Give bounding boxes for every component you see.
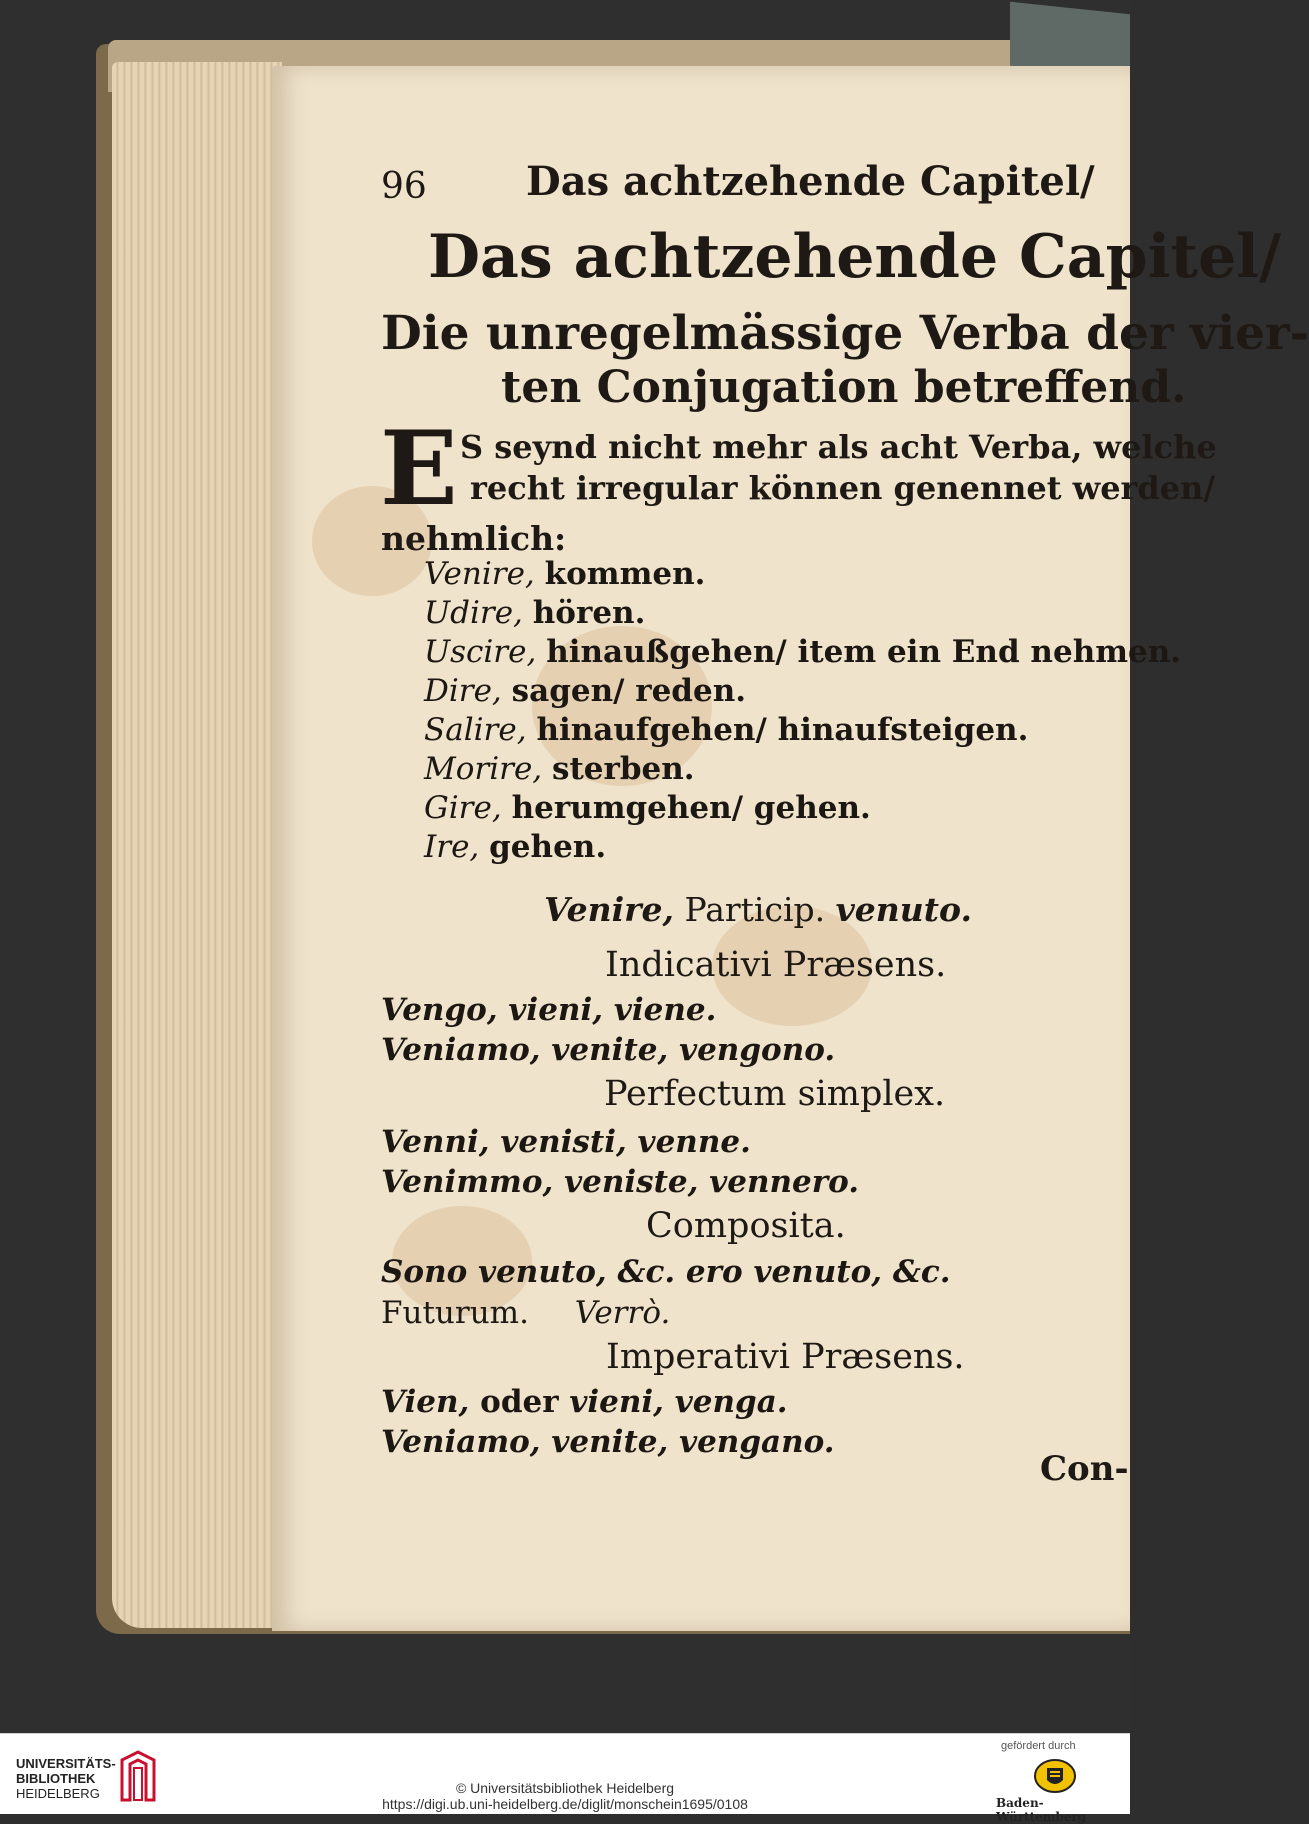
imperative-heading: Imperativi Præsens. <box>606 1337 965 1377</box>
verb-infinitive: Dire, <box>424 673 502 709</box>
verb-infinitive: Uscire, <box>424 634 537 670</box>
conjugation-line <box>381 1384 788 1420</box>
verb-infinitive: Venire, <box>424 556 535 592</box>
futurum-line <box>381 1295 670 1331</box>
chapter-title: Das achtzehende Capitel/ <box>428 222 1281 292</box>
conjugation-line: Venimmo, veniste, vennero. <box>381 1164 860 1200</box>
funder-name: Baden-Württemberg <box>996 1796 1087 1824</box>
intro-line: recht irregular können genennet werden/ <box>470 469 1216 507</box>
funder-label: gefördert durch <box>1001 1740 1076 1752</box>
intro-line: S seynd nicht mehr als acht Verba, welche <box>460 428 1217 466</box>
imperative-form: Vien, <box>381 1384 470 1420</box>
verb-infinitive: Gire, <box>424 790 502 826</box>
participle-line <box>544 890 972 929</box>
conjugation-line: Veniamo, venite, vengano. <box>381 1424 835 1460</box>
library-name-line1: UNIVERSITÄTS- <box>16 1756 116 1771</box>
verb-infinitive: Salire, <box>424 712 527 748</box>
futurum-label: Futurum. <box>381 1295 529 1331</box>
verb-gloss: hinaufgehen/ hinaufsteigen. <box>536 712 1029 748</box>
participle-label: Particip. <box>684 890 826 929</box>
conjugation-line: Vengo, vieni, viene. <box>381 992 717 1028</box>
futurum-form: Verrò. <box>574 1295 671 1331</box>
verb-gloss: sagen/ reden. <box>511 673 747 709</box>
conjugation-line: Sono venuto, &c. ero venuto, &c. <box>381 1254 951 1290</box>
running-head: Das achtzehende Capitel/ <box>526 158 1095 205</box>
verb-infinitive: Ire, <box>424 829 480 865</box>
participle-form: venuto. <box>835 890 972 929</box>
catchword: Con- <box>1040 1449 1129 1489</box>
copyright-text: © Universitätsbibliothek Heidelberg <box>455 1780 675 1796</box>
chapter-subtitle-line1: Die unregelmässige Verba der vier- <box>381 306 1309 361</box>
conjugation-line: Veniamo, venite, vengono. <box>381 1032 836 1068</box>
verb-entry <box>424 673 746 709</box>
imperative-connector: oder <box>480 1384 559 1420</box>
footer-bar <box>0 1733 1130 1824</box>
page-number: 96 <box>381 166 427 207</box>
verb-entry <box>424 829 606 865</box>
library-name-line2: BIBLIOTHEK <box>16 1771 96 1786</box>
verb-gloss: hören. <box>532 595 646 631</box>
verb-entry <box>424 751 695 787</box>
chapter-subtitle-line2: ten Conjugation betreffend. <box>501 362 1187 413</box>
verb-infinitive: Morire, <box>424 751 543 787</box>
verb-entry <box>424 556 705 592</box>
composita-heading: Composita. <box>646 1206 846 1246</box>
indicative-heading: Indicativi Præsens. <box>605 945 947 985</box>
verb-entry <box>424 712 1028 748</box>
coat-of-arms-icon[interactable] <box>1033 1758 1077 1794</box>
verb-gloss: sterben. <box>552 751 695 787</box>
permalink-url[interactable]: https://digi.ub.uni-heidelberg.de/diglit/monschein1695/0108 <box>382 1796 748 1812</box>
verb-gloss: hinaußgehen/ item ein End nehmen. <box>546 634 1182 670</box>
intro-line: nehmlich: <box>381 519 567 558</box>
conjugation-line: Venni, venisti, venne. <box>381 1124 751 1160</box>
page-stack <box>112 62 282 1628</box>
verb-gloss: herumgehen/ gehen. <box>511 790 871 826</box>
verb-gloss: gehen. <box>489 829 607 865</box>
verb-infinitive: Udire, <box>424 595 523 631</box>
library-name-line3: HEIDELBERG <box>16 1786 100 1801</box>
verb-entry <box>424 790 871 826</box>
participle-verb: Venire, <box>544 890 674 929</box>
verb-entry <box>424 634 1181 670</box>
drop-cap: E <box>380 409 458 529</box>
verb-entry <box>424 595 645 631</box>
imperative-form: vieni, venga. <box>569 1384 788 1420</box>
verb-gloss: kommen. <box>544 556 706 592</box>
perfect-heading: Perfectum simplex. <box>604 1074 946 1114</box>
